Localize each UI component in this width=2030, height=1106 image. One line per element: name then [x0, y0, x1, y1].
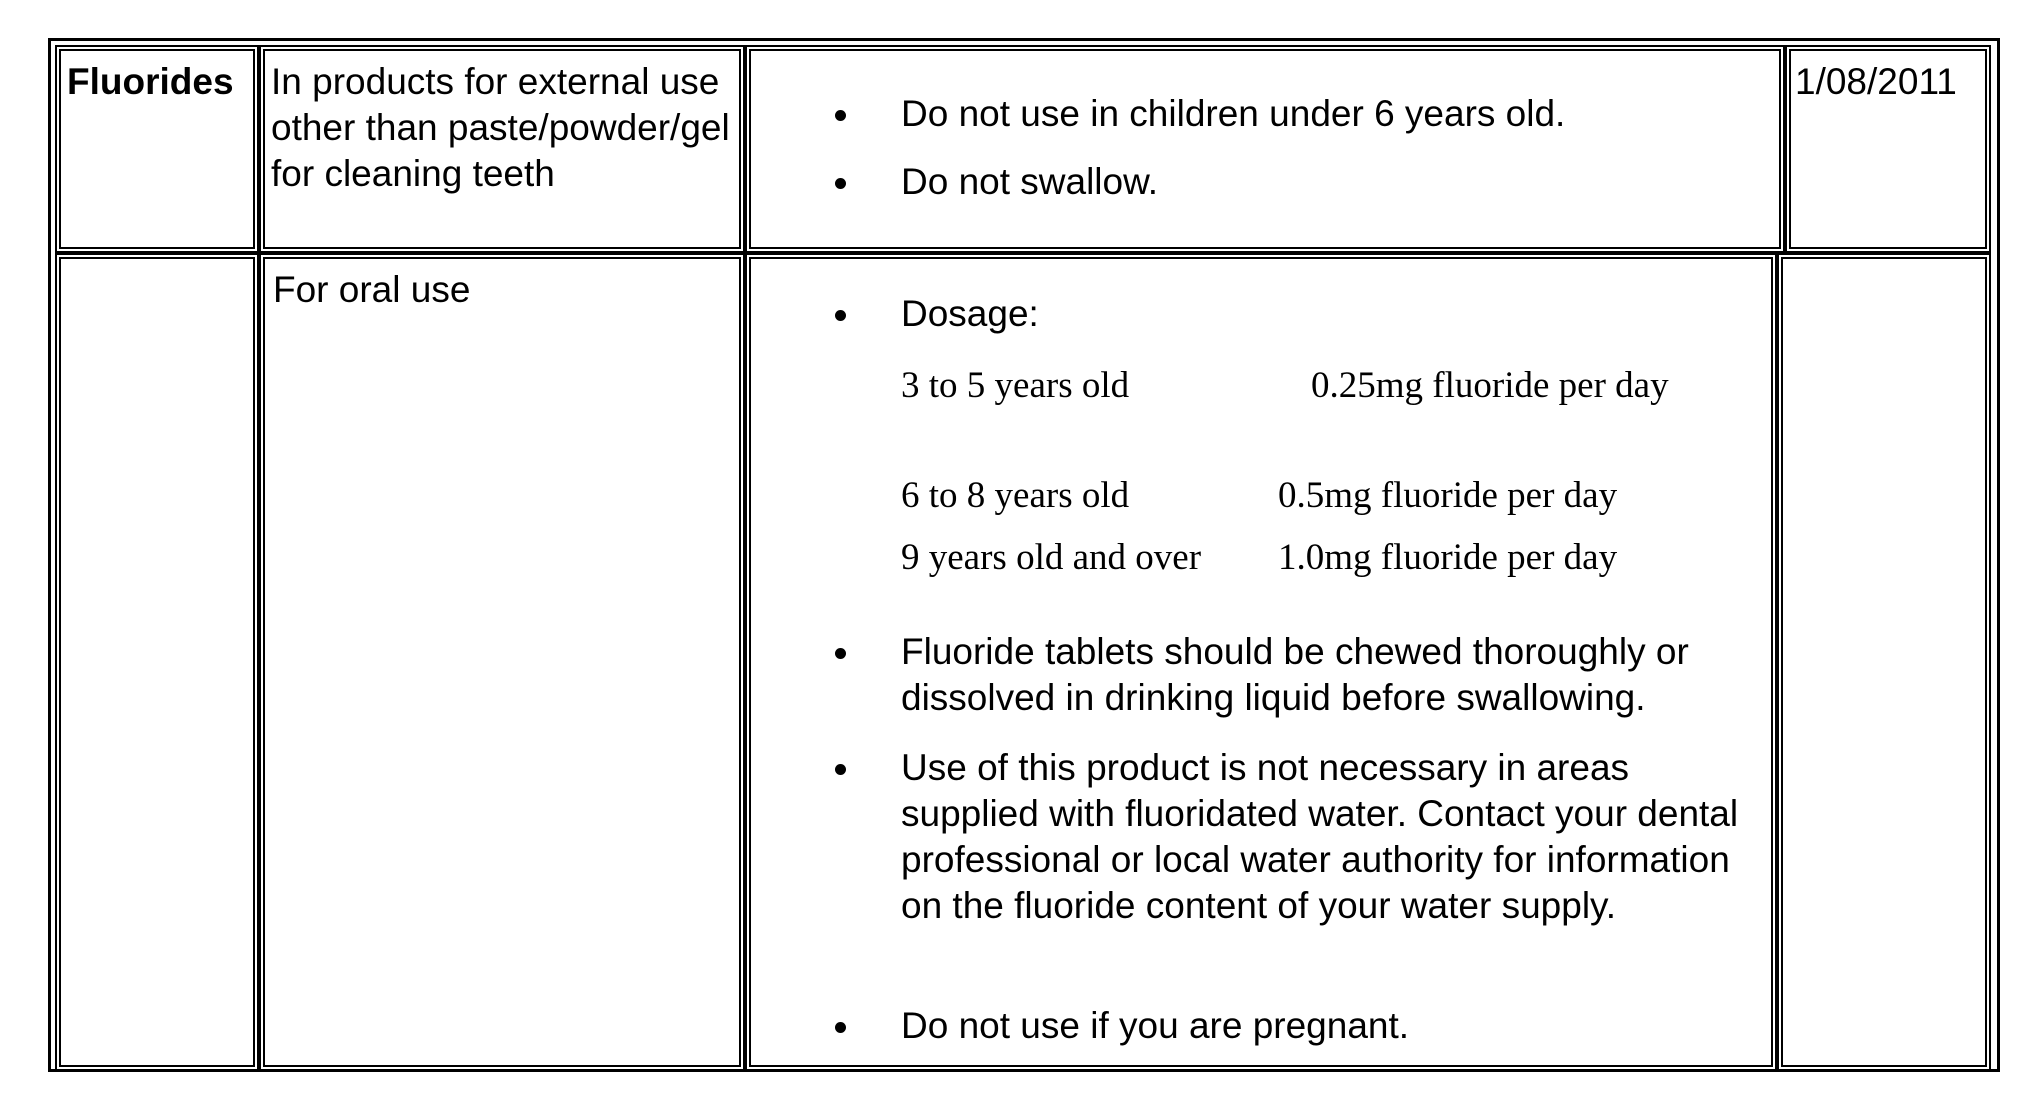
warning-text: Do not use if you are pregnant. — [901, 1005, 1410, 1046]
dosage-age: 9 years old and over — [901, 537, 1202, 578]
dosage-age: 3 to 5 years old — [901, 365, 1130, 406]
date-cell — [1781, 257, 1987, 1067]
dosage-label: Dosage: — [901, 293, 1039, 334]
date-cell — [1789, 49, 1987, 249]
bullet-icon — [835, 178, 846, 189]
warnings-cell — [749, 257, 1773, 1067]
bullet-icon — [835, 110, 846, 121]
warning-text: Fluoride tablets should be chewed thoroughly or dissolved in drinking liquid before swallowing. — [901, 631, 1689, 718]
substance-cell — [59, 49, 255, 249]
use-description: In products for external use other than paste/powder/gel for cleaning teeth — [271, 61, 730, 194]
substance-name: Fluorides — [67, 61, 234, 102]
warnings-cell — [749, 49, 1781, 249]
warning-text: Do not swallow. — [901, 161, 1159, 202]
use-cell — [263, 49, 741, 249]
use-cell — [263, 257, 741, 1067]
warning-text: Use of this product is not necessary in areas supplied with fluoridated water. Contact your dental professional or local water authority for information on the fluoride content of your water supply. — [901, 747, 1739, 926]
bullet-icon — [835, 310, 846, 321]
dosage-amount: 0.5mg fluoride per day — [1278, 475, 1618, 516]
warnings-table — [48, 38, 2000, 1072]
bullet-icon — [835, 764, 846, 775]
substance-cell — [59, 257, 255, 1067]
dosage-amount: 0.25mg fluoride per day — [1311, 365, 1669, 406]
dosage-age: 6 to 8 years old — [901, 475, 1130, 516]
bullet-icon — [835, 1022, 846, 1033]
date-value: 1/08/2011 — [1795, 61, 1957, 102]
warning-text: Do not use in children under 6 years old. — [901, 93, 1566, 134]
dosage-amount: 1.0mg fluoride per day — [1278, 537, 1618, 578]
use-description: For oral use — [273, 269, 471, 310]
bullet-icon — [835, 648, 846, 659]
